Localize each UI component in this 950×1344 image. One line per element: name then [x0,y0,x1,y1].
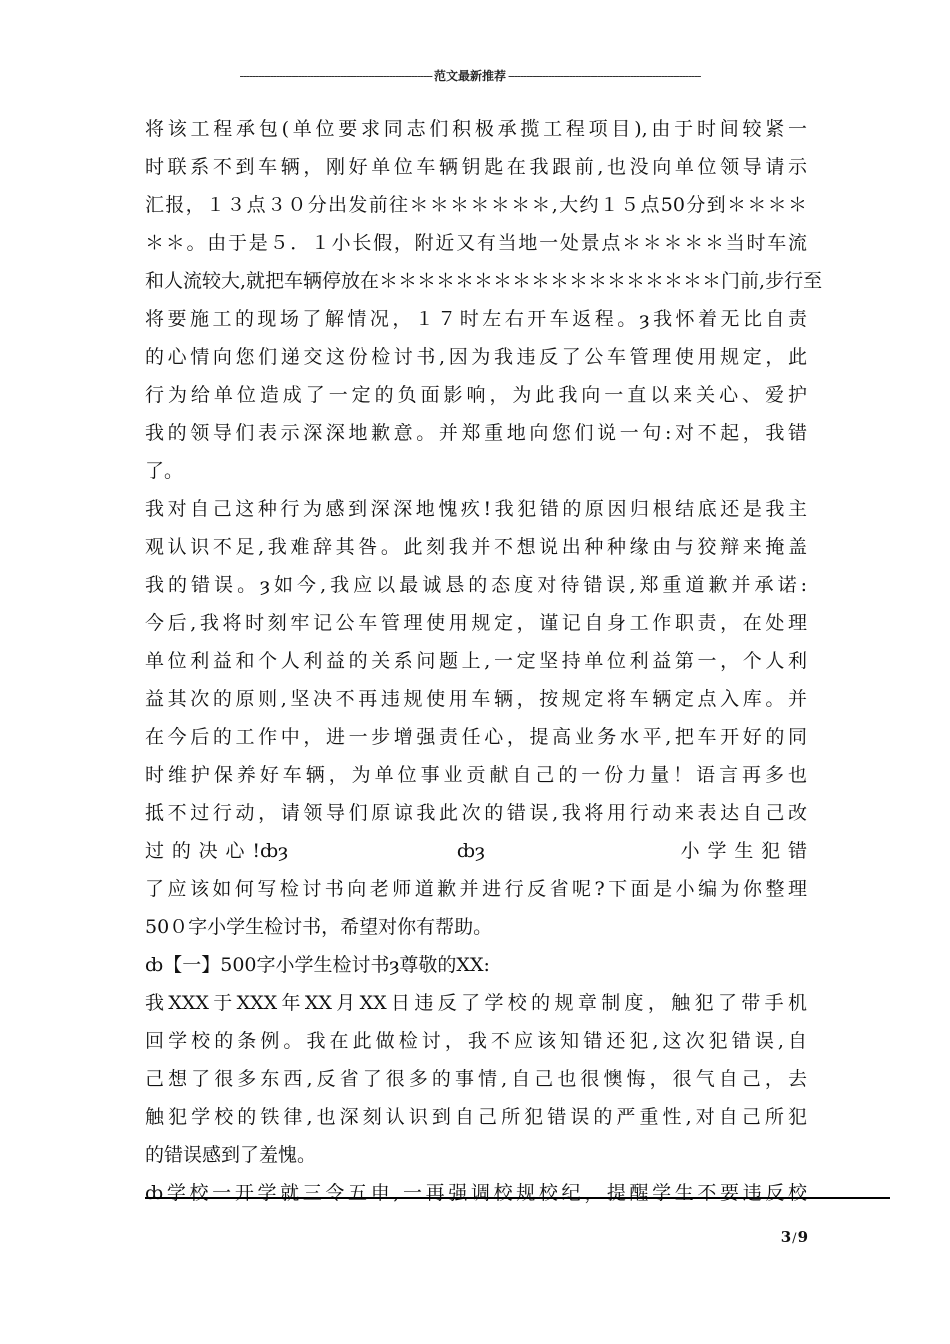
text-line: ＊＊。由于是５．１小长假，附近又有当地一处景点＊＊＊＊＊当时车流 [145,232,807,254]
page-separator: / [792,1231,797,1246]
text-line: 触犯学校的铁律,也深刻认识到自己所犯错误的严重性,对自己所犯 [145,1106,807,1128]
text-line: 的心情向您们递交这份检讨书,因为我违反了公车管理使用规定，此 [145,346,807,368]
header-title: 范文最新推荐 [433,69,506,83]
text-line: 的错误感到了羞愧。 [145,1144,317,1166]
text-line: 我XXX于XXX年XX月XX日违反了学校的规章制度，触犯了带手机 [145,992,807,1014]
footer-rule [145,1197,890,1199]
page-number [760,1228,808,1246]
text-line: 我对自己这种行为感到深深地愧疚!我犯错的原因归根结底还是我主 [145,498,807,520]
page-current: 3 [780,1228,792,1246]
text-line: 抵不过行动，请领导们原谅我此次的错误,我将用行动来表达自己改 [145,802,807,824]
text-line: 过的决心!ȸȝ ȸȝ 小学生犯错 [145,840,807,862]
text-line: 行为给单位造成了一定的负面影响，为此我向一直以来关心、爱护 [145,384,807,406]
text-line: 单位利益和个人利益的关系问题上,一定坚持单位利益第一，个人利 [145,650,807,672]
text-line: 回学校的条例。我在此做检讨，我不应该知错还犯,这次犯错误,自 [145,1030,807,1052]
text-line: 时联系不到车辆，刚好单位车辆钥匙在我跟前,也没向单位领导请示 [145,156,807,178]
text-line: 我的领导们表示深深地歉意。并郑重地向您们说一句:对不起，我错 [145,422,807,444]
text-line: 和人流较大,就把车辆停放在＊＊＊＊＊＊＊＊＊＊＊＊＊＊＊＊＊＊门前,步行至 [145,270,823,292]
text-line: 将要施工的现场了解情况，１７时左右开车返程。ȝ我怀着无比自责 [145,308,807,330]
text-line: 我的错误。ȝ如今,我应以最诚恳的态度对待错误,郑重道歉并承诺: [145,574,807,596]
page-header [145,68,795,84]
text-line: 了。 [145,460,184,482]
text-line: 在今后的工作中，进一步增强责任心，提高业务水平,把车开好的同 [145,726,807,748]
text-line: 将该工程承包(单位要求同志们积极承揽工程项目),由于时间较紧一 [145,118,807,140]
text-line: 汇报，１３点３０分出发前往＊＊＊＊＊＊＊,大约１５点50分到＊＊＊＊ [145,194,807,216]
text-line: 观认识不足,我难辞其咎。此刻我并不想说出种种缘由与狡辩来掩盖 [145,536,807,558]
header-left-dashes: --------------------------------------------------------------- [239,69,432,83]
text-line: 己想了很多东西,反省了很多的事情,自己也很懊悔，很气自己，去 [145,1068,807,1090]
text-line: 时维护保养好车辆，为单位事业贡献自己的一份力量！语言再多也 [145,764,807,786]
text-line: 50０字小学生检讨书，希望对你有帮助。 [145,916,493,938]
text-line: 今后,我将时刻牢记公车管理使用规定，谨记自身工作职责，在处理 [145,612,807,634]
header-right-dashes: --------------------------------------------------------------- [508,69,701,83]
text-line: 益其次的原则,坚决不再违规使用车辆，按规定将车辆定点入库。并 [145,688,807,710]
text-line: ȸ【一】500字小学生检讨书ȝ尊敬的XX: [145,954,490,976]
document-body [145,110,823,1212]
text-line: 了应该如何写检讨书向老师道歉并进行反省呢?下面是小编为你整理 [145,878,807,900]
page-total: 9 [797,1228,808,1246]
text-line: ȸ学校一开学就三令五申,一再强调校规校纪，提醒学生不要违反校 [145,1182,807,1204]
